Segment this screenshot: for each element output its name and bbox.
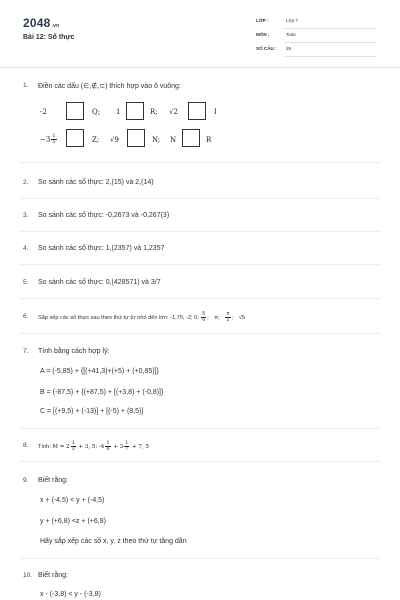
fraction: $\frac{5}{6}$ — [202, 311, 206, 323]
meta-label-subject: MÔN : — [256, 32, 270, 37]
meta-value-class: Lớp 7 — [286, 18, 298, 23]
question-number: 7. — [23, 348, 29, 355]
answer-box[interactable] — [66, 102, 84, 120]
math-term: −3 — [40, 135, 51, 144]
logo-suffix: .vn — [51, 23, 60, 29]
math-expression: M = 2 $\frac{1}{3}$ + 3, 5: -4 $\frac{1}{6}$ + 3 $\frac{1}{7}$ + 7, 5 — [52, 440, 149, 452]
question-number: 8. — [23, 442, 29, 449]
question-label: Tính: — [38, 444, 51, 450]
math-term: 1 — [116, 108, 121, 116]
question-text-main: Sắp xếp các số thực sau theo thứ tự từ nhỏ đến lớn: -1,75; -2; 0; — [38, 314, 199, 321]
question-divider — [20, 231, 380, 232]
math-term: π; — [214, 314, 220, 321]
answer-box[interactable] — [127, 129, 145, 147]
math-term: I — [214, 108, 217, 116]
math-term: √2 — [169, 108, 178, 116]
math-term: R — [206, 136, 212, 144]
question-divider — [20, 162, 380, 163]
question-number: 1. — [23, 82, 29, 89]
expression-line: x + (-4,5) < y + (-4,5) — [40, 497, 105, 504]
question-divider — [20, 298, 380, 299]
question-text — [38, 441, 149, 452]
meta-divider — [284, 56, 376, 57]
answer-box[interactable] — [188, 102, 206, 120]
answer-box[interactable] — [126, 102, 144, 120]
question-divider — [20, 198, 380, 199]
logo-main: 2048 — [23, 16, 51, 30]
question-number: 5. — [23, 279, 29, 286]
meta-value-subject: Toán — [286, 32, 296, 37]
site-logo[interactable] — [23, 16, 59, 30]
answer-box[interactable] — [182, 129, 200, 147]
question-text: Sắp xếp các số thực sau theo thứ tự từ nhỏ đến lớn: -1,75; -2; 0; $\frac{5}{6}$ ; π; $\frac{\pi}{2}$ ; √5 — [38, 311, 245, 323]
question-number: 3. — [23, 212, 29, 219]
meta-label-class: LỚP : — [256, 18, 269, 23]
answer-box[interactable] — [66, 129, 84, 147]
question-number: 6. — [23, 313, 29, 320]
question-number: 4. — [23, 245, 29, 252]
expression-line: x - (-3,8) < y - (-3,8) — [40, 591, 101, 598]
question-text: Điền các dấu (∈,∉,⊂) thích hợp vào ô vuông: — [38, 83, 181, 90]
expression-line: Hãy sắp xếp các số x, y. z theo thứ tự tăng dần — [40, 538, 187, 545]
meta-label-count: SỐ CÂU : — [256, 46, 277, 51]
mixed-number — [40, 134, 58, 145]
worksheet-header — [0, 0, 400, 68]
question-text: Tính bằng cách hợp lý: — [38, 348, 110, 355]
lesson-title: Bài 12: Số thực — [23, 34, 75, 41]
math-term: √9 — [110, 136, 119, 144]
question-number: 10. — [23, 572, 33, 579]
fraction: $\frac{1}{7}$ — [125, 440, 129, 452]
question-text: So sánh các số thực: 1,(2357) và 1,2357 — [38, 245, 165, 252]
question-text: So sánh các số thực: 2,(15) và 2,(14) — [38, 179, 154, 186]
question-number: 9. — [23, 477, 29, 484]
math-term: -2 — [40, 108, 47, 116]
fraction: $\frac{\pi}{2}$ — [226, 311, 230, 323]
question-divider — [20, 428, 380, 429]
fraction: $\frac{1}{5}$ — [52, 133, 56, 145]
expression-line: B = (-87,5) + {(+87,5) + [(+3,8) + (-0,8)]} — [40, 389, 164, 396]
math-term: N; — [152, 136, 161, 144]
expression-line: C = [(+9,5) + (-13)] + [(-5) + (8,5)] — [40, 408, 144, 415]
fraction: $\frac{1}{6}$ — [106, 440, 110, 452]
fraction: $\frac{1}{3}$ — [71, 440, 75, 452]
question-number: 2. — [23, 179, 29, 186]
question-divider — [20, 461, 380, 462]
meta-divider — [284, 42, 376, 43]
question-divider — [20, 558, 380, 559]
question-text: So sánh các số thực: 0,(428571) và 3/7 — [38, 279, 161, 286]
question-divider — [20, 264, 380, 265]
meta-value-count: 29 — [286, 46, 292, 51]
meta-divider — [284, 28, 376, 29]
expression-line: y + (+6,8) <z + (+6,8) — [40, 518, 106, 525]
math-term: R; — [150, 108, 158, 116]
math-term: Z; — [92, 136, 100, 144]
expression-line: A = (-5,85) + {[(+41,3)+(+5) + (+0,85)]} — [40, 368, 159, 375]
question-divider — [20, 333, 380, 334]
math-term: N — [170, 136, 177, 144]
math-term: Q; — [92, 108, 101, 116]
question-text: Biết rằng: — [38, 477, 68, 484]
question-text: So sánh các số thực: -0,2673 và -0,267(3) — [38, 212, 170, 219]
question-text: Biết rằng: — [38, 572, 68, 579]
math-term: √5 — [238, 314, 245, 321]
